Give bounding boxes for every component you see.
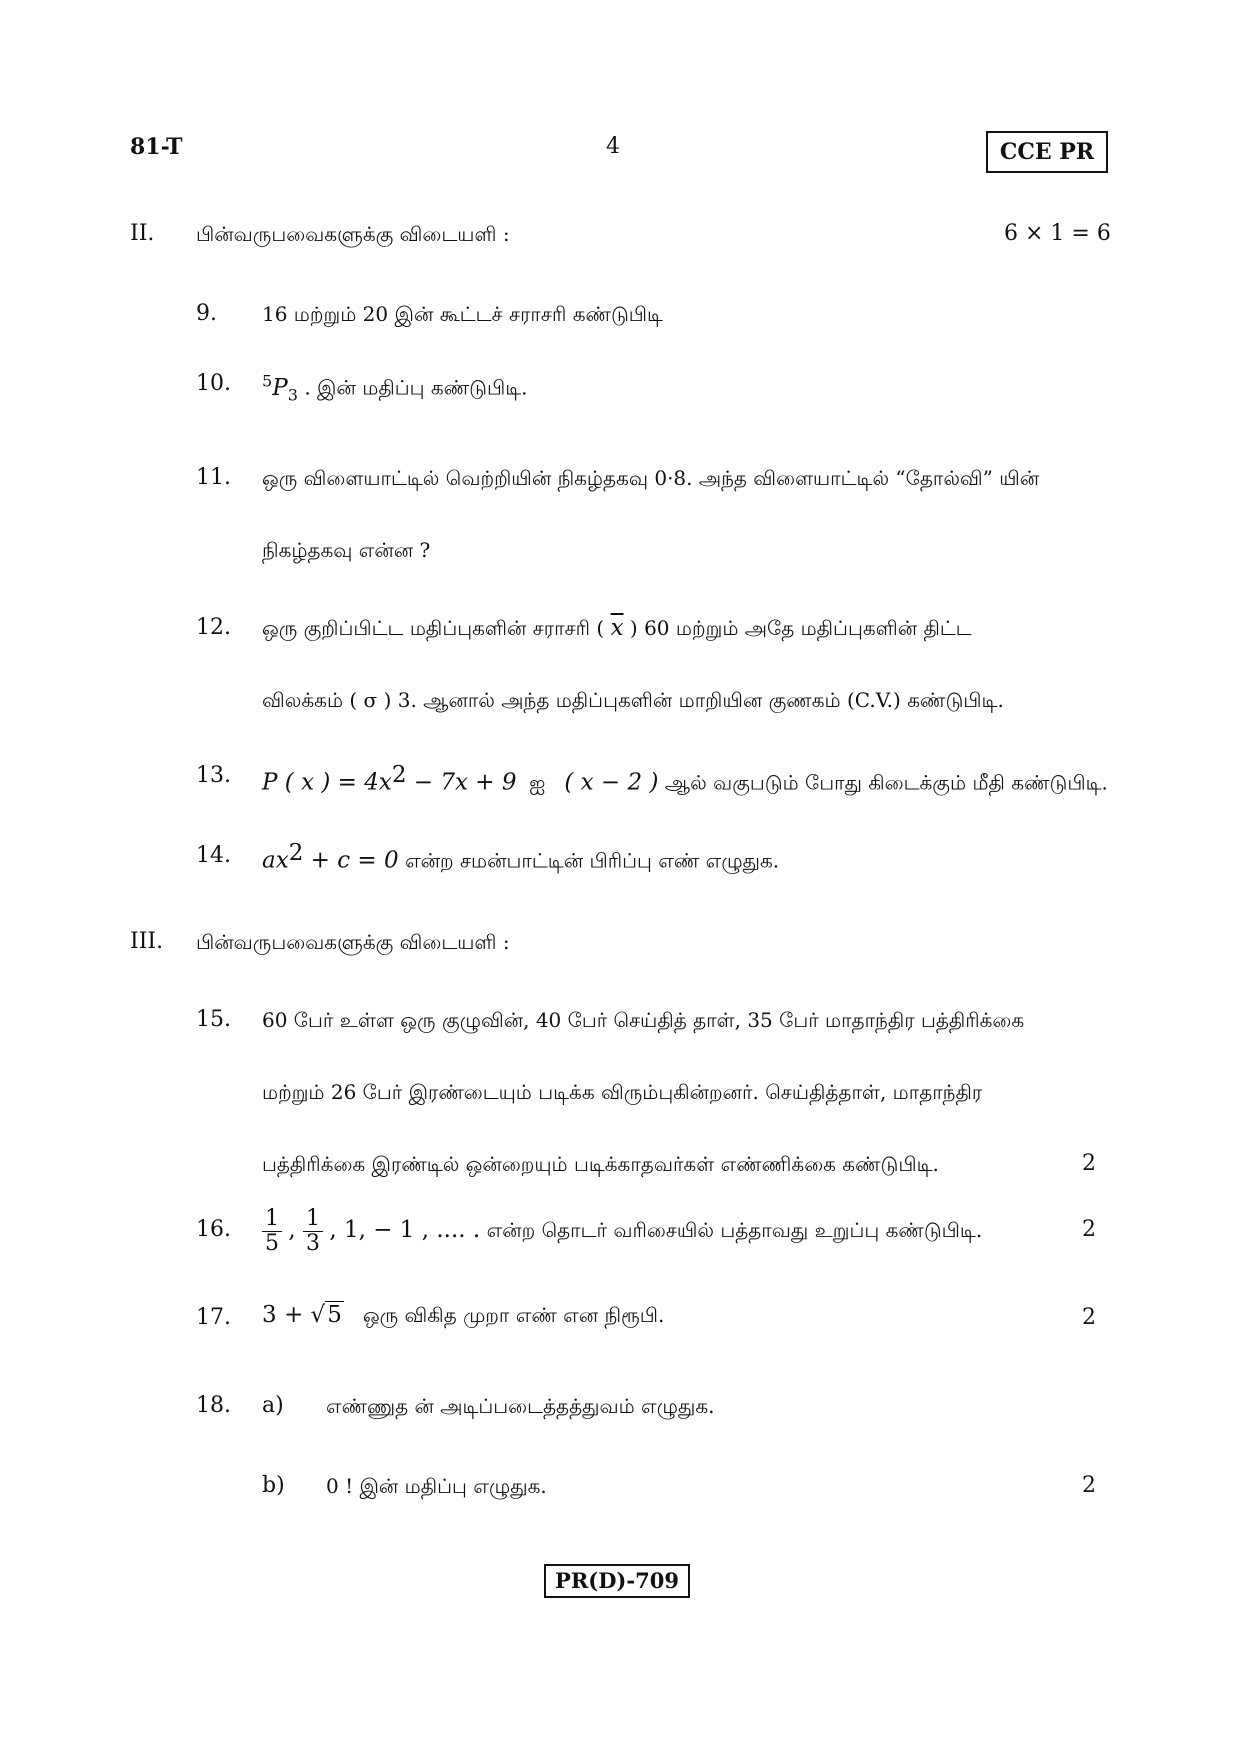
question-9-number: 9. xyxy=(196,301,217,326)
question-17-marks: 2 xyxy=(1082,1305,1096,1330)
question-18-marks: 2 xyxy=(1082,1473,1096,1498)
square-root-symbol: √ xyxy=(310,1302,326,1328)
question-11-line-1: ஒரு விளையாட்டில் வெற்றியின் நிகழ்தகவு 0·8. அந்த விளையாட்டில் “தோல்வி” யின் xyxy=(262,466,1040,490)
question-15-number: 15. xyxy=(196,1007,231,1032)
question-18-b-text: 0 ! இன் மதிப்பு எழுதுக. xyxy=(326,1474,547,1498)
question-18-a-label: a) xyxy=(262,1393,284,1418)
question-13-text: P ( x ) = $4x^2 - 7x + 9$ ஐ ( x − 2 ) ஆல் வகுபடும் போது கிடைக்கும் மீதி கண்டுபிடி. xyxy=(262,762,1108,796)
fraction-one-third: $\frac{1}{3}$ xyxy=(303,1207,323,1256)
section-2-roman: II. xyxy=(130,221,155,246)
question-12-number: 12. xyxy=(196,615,231,640)
section-3-roman: III. xyxy=(130,929,164,954)
question-16-marks: 2 xyxy=(1082,1217,1096,1242)
paper-code-right-box: CCE PR xyxy=(986,131,1108,173)
question-15-line-2: மற்றும் 26 பேர் இரண்டையும் படிக்க விரும்புகின்றனர். செய்தித்தாள், மாதாந்திர xyxy=(262,1080,983,1104)
question-12-line-1: ஒரு குறிப்பிட்ட மதிப்புகளின் சராசரி ( $\overline{x}$ ) 60 மற்றும் அதே மதிப்புகளின் திட்ட xyxy=(262,615,972,641)
question-14-text: $ax^2 + c = 0$ என்ற சமன்பாட்டின் பிரிப்பு எண் எழுதுக. xyxy=(262,840,780,874)
question-15-line-3: பத்திரிக்கை இரண்டில் ஒன்றையும் படிக்காதவர்கள் எண்ணிக்கை கண்டுபிடி. xyxy=(262,1152,939,1176)
page-number: 4 xyxy=(606,134,620,159)
section-2-marks: 6 × 1 = 6 xyxy=(1004,221,1111,246)
question-11-number: 11. xyxy=(196,465,231,490)
question-15-marks: 2 xyxy=(1082,1151,1096,1176)
question-15-line-1: 60 பேர் உள்ள ஒரு குழுவின், 40 பேர் செய்தித் தாள், 35 பேர் மாதாந்திர பத்திரிக்கை xyxy=(262,1008,1025,1032)
section-2-instruction: பின்வருபவைகளுக்கு விடையளி : xyxy=(196,222,510,246)
footer-code-box: PR(D)-709 xyxy=(544,1564,690,1598)
question-9-text: 16 மற்றும் 20 இன் கூட்டச் சராசரி கண்டுபிடி xyxy=(262,302,663,326)
question-18-a-text: எண்ணுத ன் அடிப்படைத்தத்துவம் எழுதுக. xyxy=(326,1394,715,1418)
paper-code-left: 81-T xyxy=(130,134,183,160)
section-3-instruction: பின்வருபவைகளுக்கு விடையளி : xyxy=(196,930,510,954)
question-18-number: 18. xyxy=(196,1393,231,1418)
question-14-number: 14. xyxy=(196,843,231,868)
question-10-text: $^5P_3$ . இன் மதிப்பு கண்டுபிடி. xyxy=(262,371,528,405)
question-16-number: 16. xyxy=(196,1217,231,1242)
question-17-text: 3 + √5 ஒரு விகித முறா எண் என நிரூபி. xyxy=(262,1302,665,1328)
question-13-number: 13. xyxy=(196,763,231,788)
question-10-number: 10. xyxy=(196,371,231,396)
question-17-number: 17. xyxy=(196,1305,231,1330)
question-18-b-label: b) xyxy=(262,1473,285,1498)
fraction-one-fifth: $\frac{1}{5}$ xyxy=(262,1207,282,1256)
question-16-text: $\frac{1}{5}$ , $\frac{1}{3}$ , 1, − 1 , .... . என்ற தொடர் வரிசையில் பத்தாவது உறுப்பு கண்டுபிடி. xyxy=(262,1202,982,1258)
question-12-line-2: விலக்கம் ( σ ) 3. ஆனால் அந்த மதிப்புகளின் மாறியின குணகம் (C.V.) கண்டுபிடி. xyxy=(262,688,1004,712)
question-11-line-2: நிகழ்தகவு என்ன ? xyxy=(262,538,431,562)
